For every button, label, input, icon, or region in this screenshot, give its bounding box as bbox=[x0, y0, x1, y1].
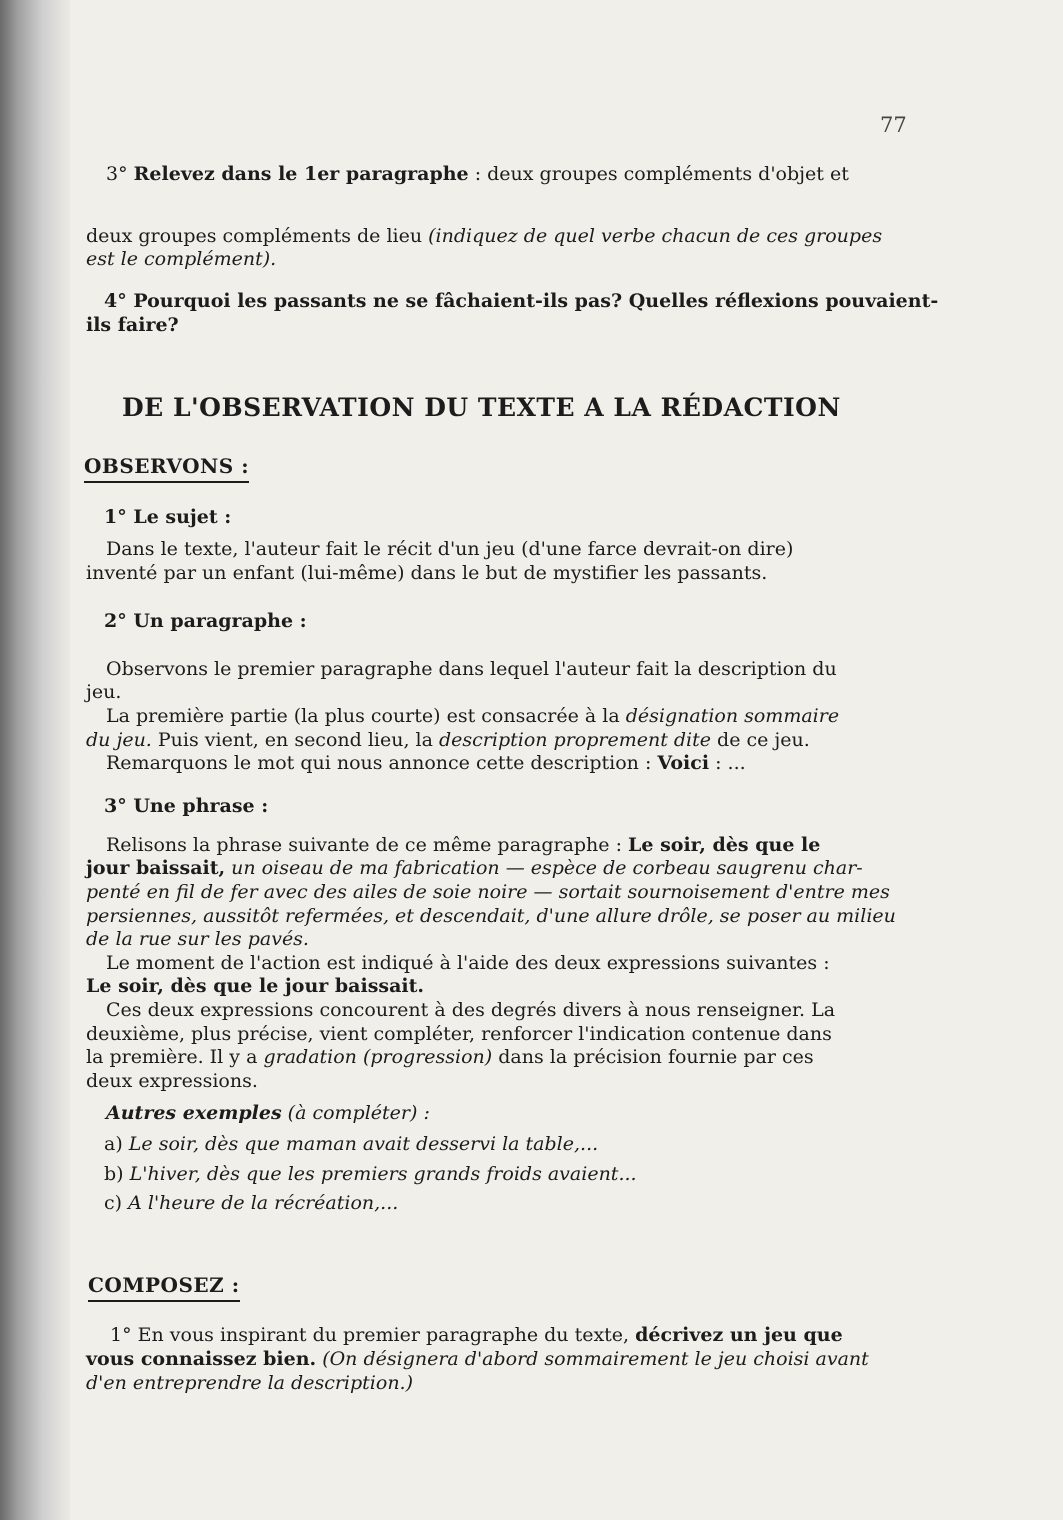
exemple-letter: a) bbox=[104, 1133, 123, 1155]
sujet-title: 1° Le sujet : bbox=[104, 506, 232, 528]
paragraphe-line-5 bbox=[106, 751, 746, 775]
paragraphe-title: 2° Un paragraphe : bbox=[104, 610, 307, 632]
phrase-line-3: penté en fil de fer avec des ailes de soie noire — sortait sournoisement d'entre mes bbox=[86, 881, 890, 903]
question-4-line-1: 4° Pourquoi les passants ne se fâchaient-ils pas? Quelles réflexions pouvaient- bbox=[104, 290, 939, 312]
book-gutter-shadow bbox=[0, 0, 70, 1520]
phrase-line-2 bbox=[86, 856, 863, 880]
composez-line-2 bbox=[86, 1347, 869, 1371]
question-3-line-2 bbox=[86, 224, 882, 248]
sujet-line-2: inventé par un enfant (lui-même) dans le but de mystifier les passants. bbox=[86, 562, 768, 584]
paragraphe-line-3-text: La première partie (la plus courte) est consacrée à la bbox=[106, 705, 626, 727]
phrase-line-1-bold: Le soir, dès que le bbox=[628, 834, 821, 856]
question-3-line-1 bbox=[106, 162, 849, 186]
paragraphe-line-4-italic-2: description proprement dite bbox=[438, 729, 711, 751]
composez-line-1-bold: décrivez un jeu que bbox=[635, 1324, 843, 1346]
question-3-number: 3° bbox=[106, 163, 128, 185]
paragraphe-line-1: Observons le premier paragraphe dans lequel l'auteur fait la description du bbox=[106, 658, 837, 680]
paragraphe-line-3-italic: désignation sommaire bbox=[625, 705, 840, 727]
exemples-title: Autres exemples bbox=[106, 1102, 282, 1124]
exemple-text: Le soir, dès que maman avait desservi la table,... bbox=[122, 1133, 599, 1155]
paragraphe-line-3 bbox=[106, 704, 839, 728]
exemple-letter: b) bbox=[104, 1163, 124, 1185]
question-3-line-2-text: deux groupes compléments de lieu bbox=[86, 225, 429, 247]
exemple-letter: c) bbox=[104, 1192, 123, 1214]
phrase-line-10 bbox=[86, 1045, 814, 1069]
paragraphe-line-5-text: Remarquons le mot qui nous annonce cette description : bbox=[106, 752, 658, 774]
phrase-line-11: deux expressions. bbox=[86, 1070, 258, 1092]
composez-line-2-italic: (On désignera d'abord sommairement le jeu choisi avant bbox=[316, 1348, 869, 1370]
paragraphe-line-2: jeu. bbox=[86, 681, 122, 703]
phrase-line-10-italic: gradation (progression) bbox=[263, 1046, 493, 1068]
phrase-line-7: Le soir, dès que le jour baissait. bbox=[86, 975, 425, 997]
composez-line-3: d'en entreprendre la description.) bbox=[86, 1372, 414, 1394]
phrase-line-5: de la rue sur les pavés. bbox=[86, 928, 309, 950]
phrase-line-10-text: la première. Il y a bbox=[86, 1046, 264, 1068]
exemples-note: (à compléter) : bbox=[281, 1102, 430, 1124]
question-3-line-2-italic: (indiquez de quel verbe chacun de ces groupes bbox=[428, 225, 883, 247]
composez-line-1-text: 1° En vous inspirant du premier paragraphe du texte, bbox=[110, 1324, 636, 1346]
exemple-item-a bbox=[104, 1132, 598, 1156]
paragraphe-line-5-bold: Voici bbox=[657, 752, 710, 774]
composez-line-1 bbox=[110, 1323, 843, 1347]
phrase-line-4: persiennes, aussitôt refermées, et descendait, d'une allure drôle, se poser au milieu bbox=[86, 905, 896, 927]
phrase-line-1 bbox=[106, 833, 820, 857]
paragraphe-line-5-tail: : ... bbox=[709, 752, 746, 774]
phrase-line-9: deuxième, plus précise, vient compléter, renforcer l'indication contenue dans bbox=[86, 1023, 832, 1045]
exemple-text: L'hiver, dès que les premiers grands froids avaient... bbox=[123, 1163, 637, 1185]
phrase-line-2-bold: jour baissait, bbox=[86, 857, 226, 879]
composez-label: COMPOSEZ : bbox=[88, 1273, 240, 1302]
main-heading: DE L'OBSERVATION DU TEXTE A LA RÉDACTION bbox=[122, 393, 841, 422]
paragraphe-line-4-text-1: Puis vient, en second lieu, la bbox=[151, 729, 439, 751]
sujet-line-1: Dans le texte, l'auteur fait le récit d'un jeu (d'une farce devrait-on dire) bbox=[106, 538, 794, 560]
observons-label: OBSERVONS : bbox=[84, 454, 249, 483]
phrase-line-10-tail: dans la précision fournie par ces bbox=[492, 1046, 814, 1068]
paragraphe-line-4 bbox=[86, 728, 810, 752]
phrase-line-2-italic: un oiseau de ma fabrication — espèce de corbeau saugrenu char- bbox=[225, 857, 863, 879]
phrase-line-8: Ces deux expressions concourent à des degrés divers à nous renseigner. La bbox=[106, 999, 836, 1021]
paragraphe-line-4-text-2: de ce jeu. bbox=[711, 729, 810, 751]
question-3-text: : deux groupes compléments d'objet et bbox=[468, 163, 849, 185]
composez-line-2-bold: vous connaissez bien. bbox=[86, 1348, 317, 1370]
page-number: 77 bbox=[880, 113, 907, 137]
question-4-line-2: ils faire? bbox=[86, 314, 179, 336]
exemple-text: A l'heure de la récréation,... bbox=[122, 1192, 399, 1214]
exemple-item-b bbox=[104, 1162, 637, 1186]
question-3-line-3: est le complément). bbox=[86, 248, 277, 270]
phrase-line-1-text: Relisons la phrase suivante de ce même paragraphe : bbox=[106, 834, 629, 856]
phrase-line-6: Le moment de l'action est indiqué à l'aide des deux expressions suivantes : bbox=[106, 952, 830, 974]
question-3-bold: Relevez dans le 1er paragraphe bbox=[133, 163, 469, 185]
exemples-title-line bbox=[106, 1101, 430, 1125]
phrase-title: 3° Une phrase : bbox=[104, 795, 269, 817]
paragraphe-line-4-italic-1: du jeu. bbox=[86, 729, 152, 751]
exemple-item-c bbox=[104, 1191, 398, 1215]
